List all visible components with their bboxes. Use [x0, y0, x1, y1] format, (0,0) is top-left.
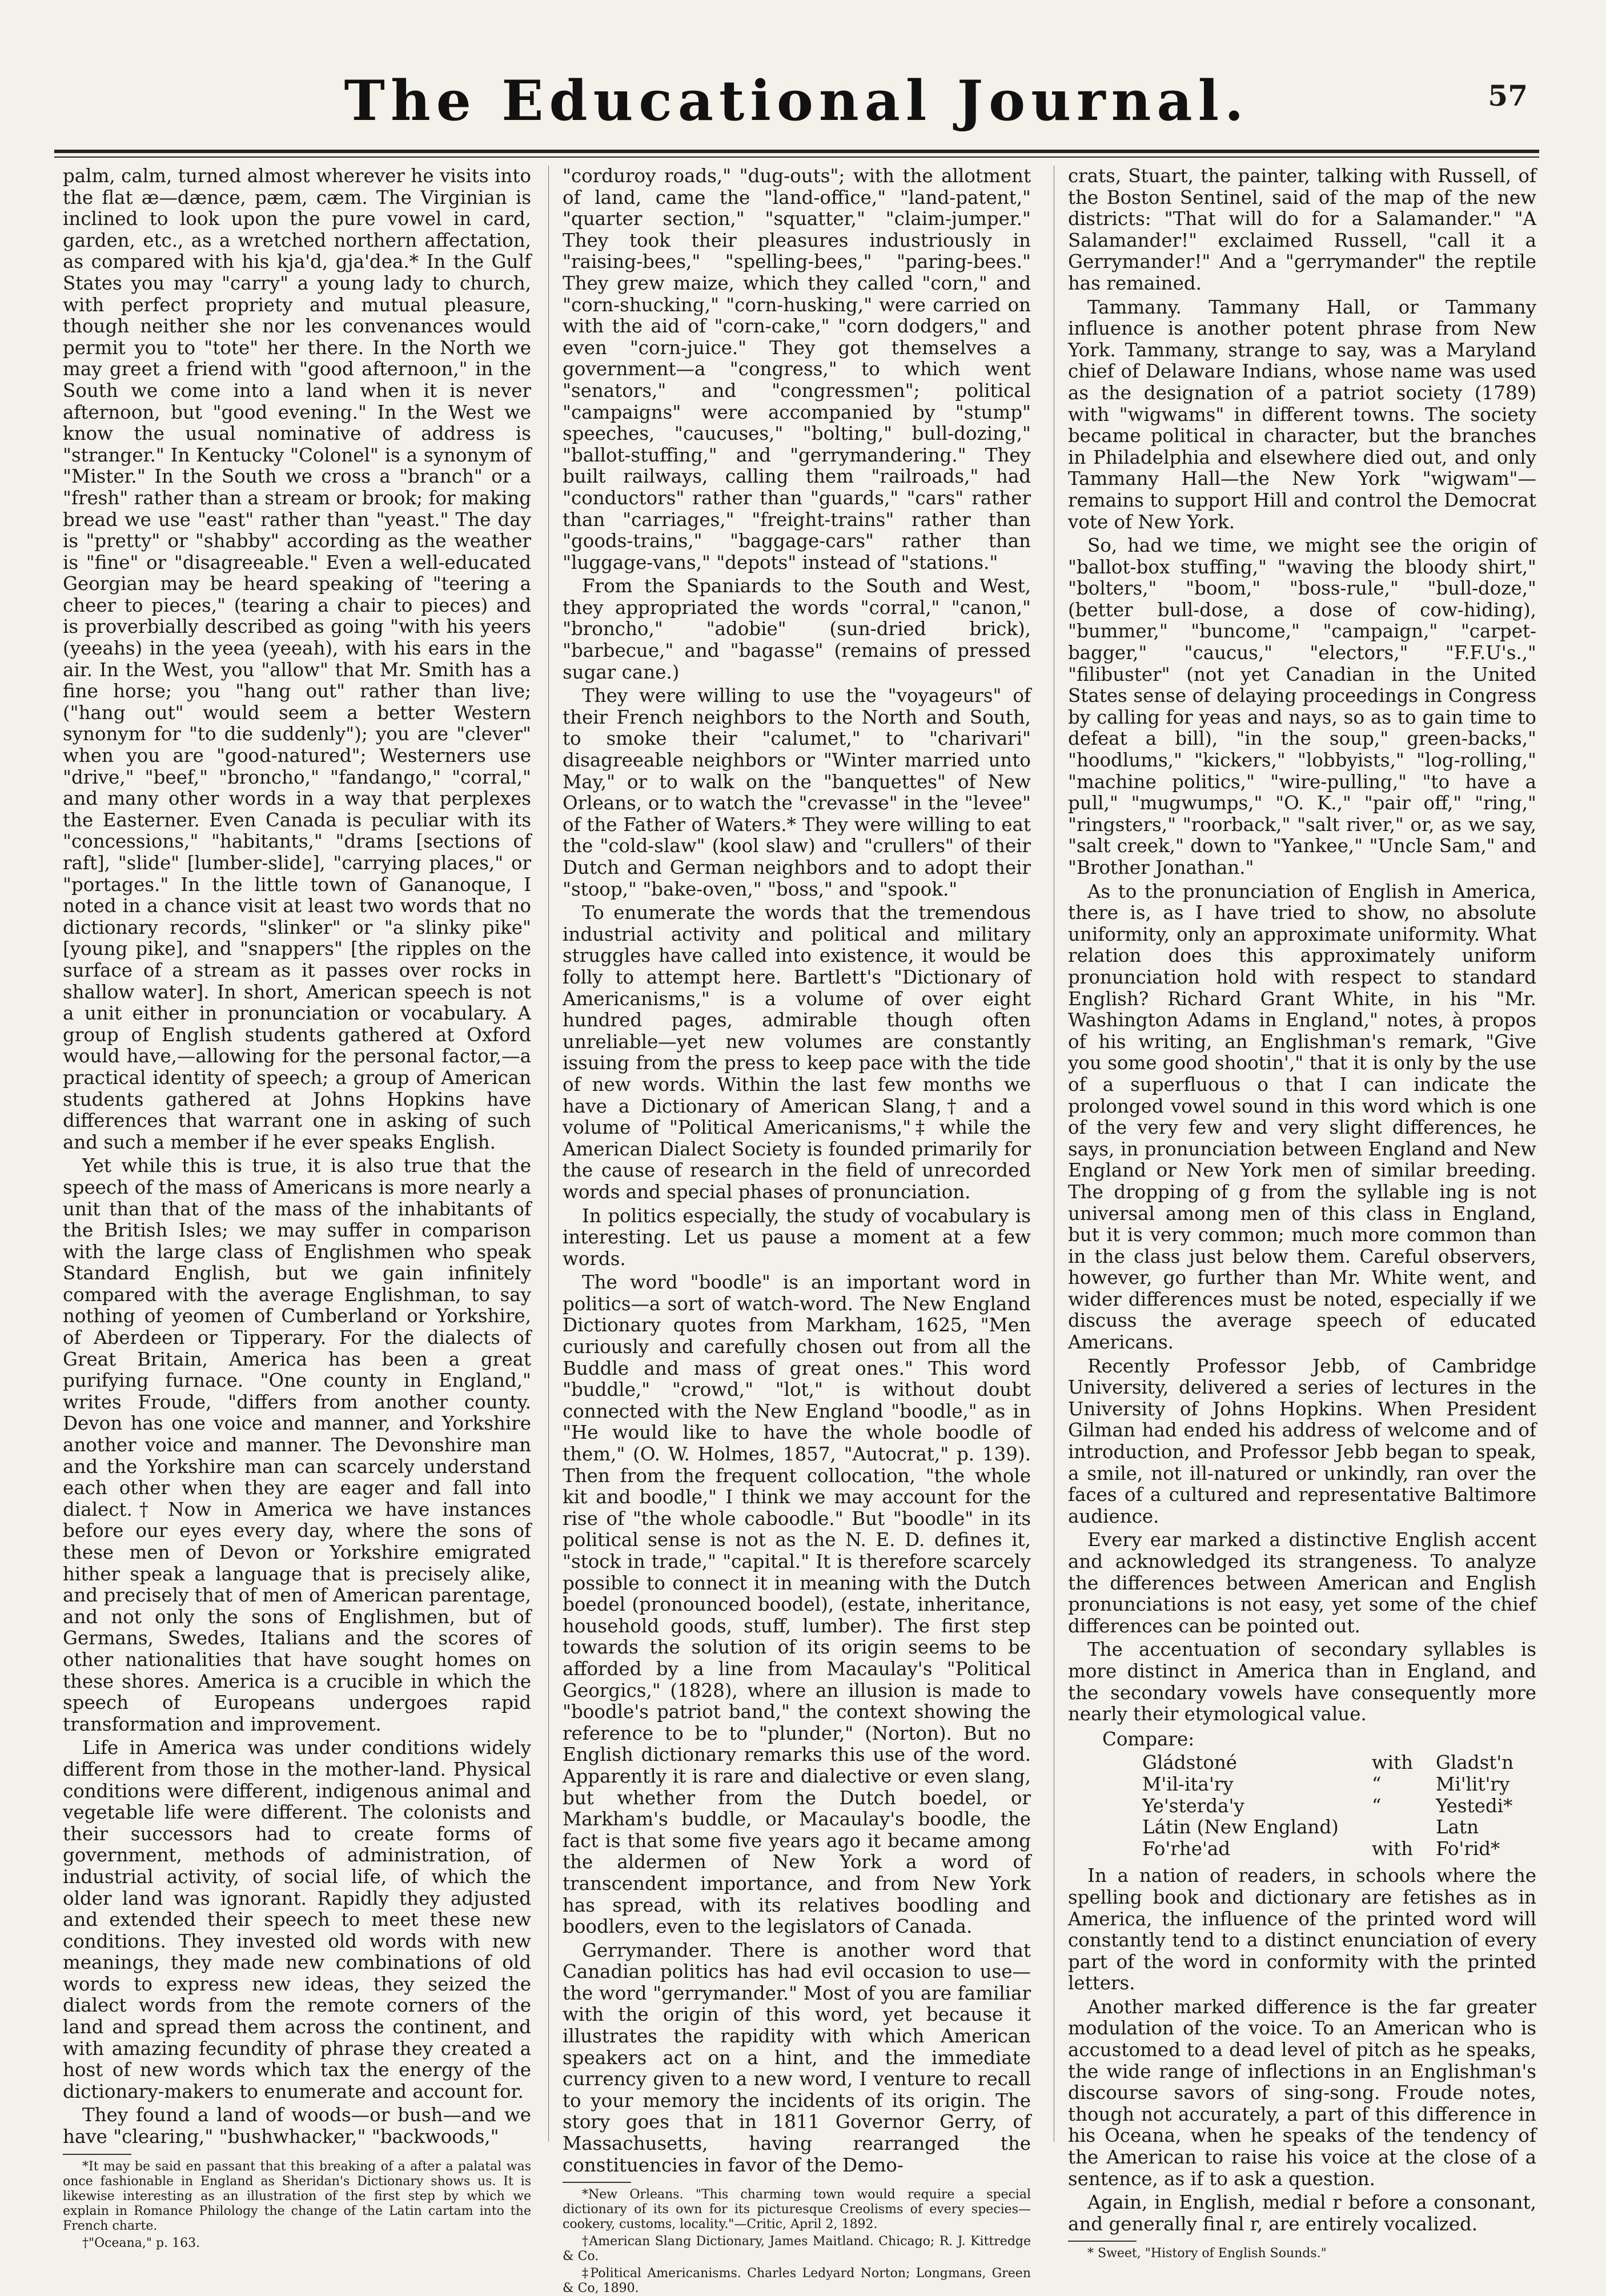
footnote: †"Oceana," p. 163. — [82, 2235, 200, 2250]
english-form: Gladst'n — [1436, 1752, 1514, 1774]
connector: with — [1371, 1752, 1414, 1774]
paragraph: crats, Stuart, the painter, talking with Russell, of the Boston Sentinel, said of the map of the new districts: "That will do for a Salamander." "A Salamander!" exclaimed Russell, "call it a Gerrymander!" And a "gerrymander" the reptile has remained. — [1068, 165, 1536, 294]
footnote-rule — [63, 2154, 131, 2155]
paragraph: The accentuation of secondary syllables is more distinct in America than in England, and the secondary vowels have consequently more nearly their etymological value. — [1068, 1639, 1536, 1725]
article-column-1 — [63, 165, 531, 2250]
paragraph: Another marked difference is the far greater modulation of the voice. To an American who is accustomed to a dead level of pitch as he speaks, the wide range of inflections in an Englishman's discourse savors of sing-song. Froude notes, though not accurately, a part of this difference in his Oceana, when he speaks of the tendency of the American to raise his voice at the close of a sentence, as if to ask a question. — [1068, 1996, 1536, 2190]
paragraph: "corduroy roads," "dug-outs"; with the allotment of land, came the "land-office," "land-patent," "quarter section," "squatter," "claim-jumper." They took their pleasures industriously in "raising-bees," "spelling-bees," "paring-bees." They grew maize, which they called "corn," and "corn-shucking," "corn-husking," were carried on with the aid of "corn-cake," "corn dodgers," and even "corn-juice." They got themselves a government—a "congress," to which went "senators," and "congressmen"; political "campaigns" were accompanied by "stump" speeches, "caucuses," "bolting," bull-dozing," "ballot-stuffing," and "gerrymandering." They built railways, calling them "railroads," had "conductors" rather than "guards," "cars" rather than "carriages," "freight-trains" rather than "goods-trains," "baggage-cars" rather than "luggage-vans," "depots" instead of "stations." — [563, 165, 1031, 573]
table-row — [1142, 1774, 1524, 1796]
american-form: Látin (New England) — [1142, 1816, 1339, 1839]
footnote: * Sweet, "History of English Sounds." — [1087, 2246, 1327, 2261]
article-column-3 — [1068, 165, 1536, 2261]
connector: with — [1371, 1837, 1414, 1860]
footnote: *New Orleans. "This charming town would require a special dictionary of its own for its picturesque Creolisms of every species—cookery, customs, locality."—Critic, April 2, 1892. — [563, 2187, 1031, 2232]
footnote: *It may be said en passant that this breaking of a after a palatal was once fashionable in England as Sheridan's Dictionary shows us. It is likewise interesting as an illustration of the first step by which we explain in Romance Philology the change of the Latin cartam into the French charte. — [63, 2159, 531, 2233]
paragraph: Again, in English, medial r before a consonant, and generally final r, are entirely vocalized. — [1068, 2191, 1536, 2235]
table-row — [1142, 1817, 1524, 1839]
american-form: Gládstoné — [1142, 1752, 1238, 1774]
pronunciation-comparison — [1102, 1729, 1536, 1860]
english-form: Mi'lit'ry — [1436, 1773, 1510, 1795]
paragraph: They found a land of woods—or bush—and we have "clearing," "bushwhacker," "backwoods," — [63, 2104, 531, 2148]
column-divider — [548, 166, 549, 2142]
table-row — [1142, 1796, 1524, 1817]
article-column-2 — [563, 165, 1031, 2296]
paragraph: As to the pronunciation of English in America, there is, as I have tried to show, no absolute uniformity, only an approximate uniformity. What relation does this approximately uniform pronunciation hold with respect to standard English? Richard Grant White, in his "Mr. Washington Adams in England," notes, à propos of his writing, an Englishman's remark, "Give you some good shootin'," that it is only by the use of a superfluous o that I can indicate the prolonged vowel sound in this word which is one of the very few and very slight differences, he says, in pronunciation between England and New England or New York men of similar breeding. The dropping of g from the syllable ing is not universal among men of this class in England, but it is very common; much more common than in the class just below them. Careful observers, however, go further than Mr. White went, and wider differences must be noted, especially if we discuss the average speech of educated Americans. — [1068, 880, 1536, 1354]
paragraph: So, had we time, we might see the origin of "ballot-box stuffing," "waving the bloody shirt," "bolters," "boom," "boss-rule," "bull-doze," (better bull-dose, a dose of cow-hiding), "bummer," "buncome," "campaign," "carpet-bagger," "caucus," "electors," "F.F.U's.," "filibuster" (not yet Canadian in the United States sense of delaying proceedings in Congress by calling for yeas and nays, so as to gain time to defeat a bill), "in the soup," green-backs," "hoodlums," "kickers," "lobbyists," "log-rolling," "machine politics," "wire-pulling," "to have a pull," "mugwumps," "O. K.," "pair off," "ring," "ringsters," "roorback," "salt river," or, as we say, "salt creek," down to "Yankee," "Uncle Sam," and "Brother Jonathan." — [1068, 535, 1536, 878]
paragraph: In politics especially, the study of vocabulary is interesting. Let us pause a moment at a few words. — [563, 1205, 1031, 1270]
connector: “ — [1371, 1795, 1382, 1817]
paragraph: In a nation of readers, in schools where the spelling book and dictionary are fetishes as in America, the influence of the printed word will constantly tend to a distinct enunciation of every part of the word in conformity with the printed letters. — [1068, 1865, 1536, 1994]
connector — [1349, 1817, 1436, 1839]
paragraph: They were willing to use the "voyageurs" of their French neighbors to the North and South, to smoke their "calumet," to "charivari" disagreeable neighbors or "Winter married unto May," or to walk on the "banquettes" of New Orleans, or to watch the "crevasse" in the "levee" of the Father of Waters.* They were willing to eat the "cold-slaw" (kool slaw) and "crullers" of their Dutch and German neighbors and to adopt their "stoop," "bake-oven," "boss," and "spook." — [563, 685, 1031, 900]
comparison-label: Compare: — [1102, 1728, 1195, 1750]
american-form: Ye'sterda'y — [1142, 1795, 1244, 1817]
paragraph: Tammany. Tammany Hall, or Tammany influence is another potent phrase from New York. Tammany, strange to say, was a Maryland chief of Delaware Indians, whose name was used as the designation of a patriot society (1789) with "wigwams" in different towns. The society became political in character, but the branches in Philadelphia and elsewhere died out, and only Tammany Hall—the New York "wigwam"—remains to support Hill and control the Democrat vote of New York. — [1068, 296, 1536, 533]
paragraph: The word "boodle" is an important word in politics—a sort of watch-word. The New England Dictionary quotes from Markham, 1625, "Men curiously and carefully chosen out from all the Buddle and mass of great ones." This word "buddle," "crowd," "lot," is without doubt connected with the New England "boodle," as in "He would like to have the whole boodle of them," (O. W. Holmes, 1857, "Autocrat," p. 139). Then from the frequent collocation, "the whole kit and boodle," I think we may account for the rise of "the whole caboodle." But "boodle" in its political sense is not as the N. E. D. defines it, "stock in trade," "capital." It is therefore scarcely possible to connect it in meaning with the Dutch boedel (pronounced boodel), (estate, inheritance, household goods, stuff, lumber). The first step towards the solution of its origin seems to be afforded by a line from Macaulay's "Political Georgics," (1828), where an illusion is made to "boodle's patriot band," the context showing the reference to be to "plunder," (Norton). But no English dictionary remarks this use of the word. Apparently it is rare and dialective or even slang, but whether from the Dutch boedel, or Markham's buddle, or Macaulay's boodle, the fact is that some five years ago it became among the aldermen of New York a word of transcendent importance, and from New York has spread, with its relatives boodling and boodlers, even to the legislators of Canada. — [563, 1271, 1031, 1938]
table-row — [1142, 1839, 1524, 1860]
masthead-rule-thin — [54, 156, 1539, 158]
paragraph: Life in America was under conditions widely different from those in the mother-land. Physical conditions were different, indigenous animal and vegetable life were different. The colonists and their successors had to create forms of government, methods of administration, of industrial activity, of social life, of which the older land was ignorant. Rapidly they adjusted and extended their speech to meet these new conditions. They invested old words with new meanings, they made new combinations of old words to express new ideas, they seized the dialect words from the remote corners of the land and spread them across the continent, and with amazing fecundity of phrase they created a host of new words which tax the energy of the dictionary-makers to enumerate and account for. — [63, 1737, 531, 2102]
masthead — [54, 69, 1539, 146]
footnote-rule — [1068, 2241, 1137, 2242]
paragraph: To enumerate the words that the tremendous industrial activity and political and military struggles have called into existence, it would be folly to attempt here. Bartlett's "Dictionary of Americanisms," is a volume of over eight hundred pages, admirable though often unreliable—yet new volumes are constantly issuing from the press to keep pace with the tide of new words. Within the last few months we have a Dictionary of American Slang,† and a volume of "Political Americanisms,"‡ while the American Dialect Society is founded primarily for the cause of research in the field of unrecorded words and special phases of pronunciation. — [563, 902, 1031, 1203]
comparison-table — [1142, 1752, 1524, 1860]
footnote-rule — [563, 2182, 631, 2183]
paragraph: From the Spaniards to the South and West, they appropriated the words "corral," "canon," "broncho," "adobie" (sun-dried brick), "barbecue," and "bagasse" (remains of pressed sugar cane.) — [563, 575, 1031, 683]
american-form: M'il-ita'ry — [1142, 1773, 1234, 1795]
paragraph: Recently Professor Jebb, of Cambridge University, delivered a series of lectures in the University of Johns Hopkins. When President Gilman had ended his address of welcome and of introduction, and Professor Jebb began to speak, a smile, not ill-natured or unkindly, ran over the faces of a cultured and representative Baltimore audience. — [1068, 1355, 1536, 1527]
paragraph: Yet while this is true, it is also true that the speech of the mass of Americans is more nearly a unit than that of the mass of the inhabitants of the British Isles; we may suffer in comparison with the large class of Englishmen who speak Standard English, but we gain infinitely compared with the average Englishman, to say nothing of yeomen of Cumberland or Yorkshire, of Aberdeen or Tipperary. For the dialects of Great Britain, America has been a great purifying furnace. "One county in England," writes Froude, "differs from another county. Devon has one voice and manner, and Yorkshire another voice and manner. The Devonshire man and the Yorkshire man can scarcely understand each other when they are eager and fall into dialect.† Now in America we have instances before our eyes every day, where the sons of these men of Devon or Yorkshire emigrated hither speak a language that is precisely alike, and precisely that of men of American parentage, and not only the sons of Englishmen, but of Germans, Swedes, Italians and the scores of other nationalities that have sought homes on these shores. America is a crucible in which the speech of Europeans undergoes rapid transformation and improvement. — [63, 1155, 531, 1735]
paragraph: Gerrymander. There is another word that Canadian politics has had evil occasion to use—the word "gerrymander." Most of you are familiar with the origin of this word, yet because it illustrates the rapidity with which American speakers act on a hint, and the immediate currency given to a new word, I venture to recall to your memory the incidents of its origin. The story goes that in 1811 Governor Gerry, of Massachusetts, having rearranged the constituencies in favor of the Demo- — [563, 1939, 1031, 2176]
connector: “ — [1371, 1773, 1382, 1795]
journal-title: The Educational Journal. — [344, 69, 1250, 133]
masthead-rule-thick — [54, 150, 1539, 153]
american-form: Fo'rhe'ad — [1142, 1837, 1231, 1860]
footnote: †American Slang Dictionary, James Maitland. Chicago; R. J. Kittredge & Co. — [563, 2234, 1031, 2264]
paragraph: Every ear marked a distinctive English accent and acknowledged its strangeness. To analyze the differences between American and English pronunciations is not easy, yet some of the chief differences can be pointed out. — [1068, 1529, 1536, 1637]
english-form: Fo'rid* — [1436, 1837, 1500, 1860]
page-number: 57 — [1488, 79, 1528, 113]
footnote: ‡Political Americanisms. Charles Ledyard Norton; Longmans, Green & Co, 1890. — [563, 2266, 1031, 2296]
table-row — [1142, 1752, 1524, 1774]
paragraph: palm, calm, turned almost wherever he visits into the flat æ—dænce, pæm, cæm. The Virginian is inclined to look upon the pure vowel in card, garden, etc., as a wretched northern affectation, as compared with his kja'd, gja'dea.* In the Gulf States you may "carry" a young lady to church, with perfect propriety and mutual pleasure, though neither she nor les convenances would permit you to "tote" her there. In the North we may greet a friend with "good afternoon," in the South we come into a land when it is never afternoon, but "good evening." In the West we know the usual nominative of address is "stranger." In Kentucky "Colonel" is a synonym of "Mister." In the South we cross a "branch" or a "fresh" rather than a stream or brook; for making bread we use "east" rather than "yeast." The day is "pretty" or "shabby" according as the weather is "fine" or "disagreeable." Even a well-educated Georgian may be heard speaking of "teering a cheer to pieces," (tearing a chair to pieces) and is proverbially described as going "with his yeers (yeeahs) in the yeea (yeeah), with his ears in the air. In the West, you "allow" that Mr. Smith has a fine horse; you "hang out" rather than live; ("hang out" would seem a better Western synonym for "to die suddenly"); you are "clever" when you are "good-natured"; Westerners use "drive," "beef," "broncho," "fandango," "corral," and many other words in a way that perplexes the Easterner. Even Canada is peculiar with its "concessions," "habitants," "drams [sections of raft], "slide" [lumber-slide], "carrying places," or "portages." In the little town of Gananoque, I noted in a chance visit at least two words that no dictionary records, "slinker" or "a slinky pike" [young pike], and "snappers" [the ripples on the surface of a stream as it passes over rocks in shallow water]. In short, American speech is not a unit either in pronunciation or vocabulary. A group of English students gathered at Oxford would have,—allowing for the personal factor,—a practical identity of speech; a group of American students gathered at Johns Hopkins have differences that warrant one in asking of such and such a member if he ever speaks English. — [63, 165, 531, 1153]
english-form: Yestedi* — [1436, 1795, 1513, 1817]
english-form: Latn — [1436, 1816, 1479, 1839]
